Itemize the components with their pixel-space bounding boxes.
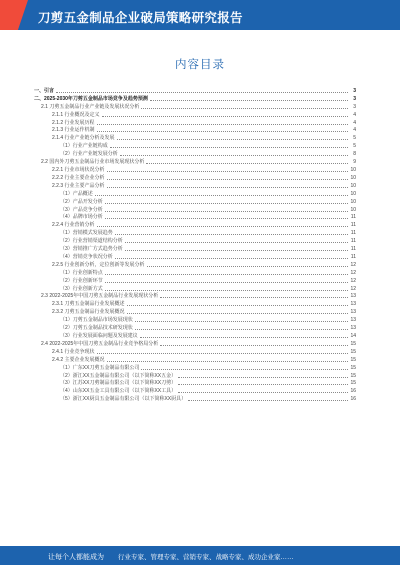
toc-entry-label: （3）产品竞争分析 [60, 206, 103, 213]
toc-entry[interactable] [34, 102, 356, 110]
toc-entry[interactable] [34, 110, 356, 118]
dot-leader [125, 242, 348, 243]
toc-entry[interactable] [34, 173, 356, 181]
toc-entry[interactable] [34, 86, 356, 94]
toc-entry[interactable] [34, 181, 356, 189]
toc-entry-page-number: 10 [350, 198, 356, 205]
toc-entry[interactable] [34, 394, 356, 402]
toc-entry-label: 2.2.5 行业创新分析，定位创新等发展分析 [52, 261, 145, 268]
toc-entry-page-number: 11 [350, 214, 356, 221]
dot-leader [102, 116, 348, 117]
footer-tagline: 行业专家、管理专家、营销专家、战略专家、成功企业家…… [118, 554, 294, 561]
dot-leader [150, 100, 348, 101]
toc-entry-label: 2.1 刀剪五金制品行业产业链及发展状况分析 [41, 103, 140, 110]
dot-leader [146, 163, 348, 164]
toc-entry[interactable] [34, 268, 356, 276]
toc-entry-label: （2）刀剪五金制品技术研发现状 [60, 325, 133, 332]
dot-leader [97, 226, 348, 227]
toc-entry[interactable] [34, 236, 356, 244]
dot-leader [178, 377, 348, 378]
dot-leader [107, 187, 348, 188]
dot-leader [141, 369, 348, 370]
toc-entry-label: （2）行业营销渠道结构分析 [60, 238, 123, 245]
toc-entry-label: （3）行业发展面临问题及发展建议 [60, 333, 138, 339]
dot-leader [178, 392, 348, 393]
toc-entry-label: 2.3 2022-2025年中国刀剪五金制品行业发展现状分析 [41, 293, 159, 300]
dot-leader [107, 179, 348, 180]
toc-entry-page-number: 13 [350, 325, 356, 332]
toc-entry-label: 2.1.4 行业产业链分析及发展 [52, 135, 115, 142]
toc-entry-label: 2.4 2022-2025年中国刀剪五金制品行业竞争格局分析 [41, 340, 159, 347]
toc-entry-label: （5）浙江XX厨具五金制品有限公司（以下简称XX厨具） [60, 396, 187, 403]
toc-entry[interactable] [34, 284, 356, 292]
dot-leader [115, 258, 348, 259]
toc-entry-page-number: 5 [353, 143, 356, 150]
toc-entry[interactable] [34, 149, 356, 157]
footer-slogan: 让每个人都能成为 [48, 554, 104, 561]
toc-entry[interactable] [34, 386, 356, 394]
toc-entry-label: 2.2.2 行业主要企业分析 [52, 174, 105, 181]
toc-entry-label: （2）产品开发分析 [60, 198, 103, 205]
toc-entry-label: 2.2 国内外刀剪五金制品行业市场发展现状分析 [41, 159, 145, 166]
toc-entry-page-number: 13 [350, 317, 356, 324]
dot-leader [140, 337, 348, 338]
dot-leader [97, 131, 348, 132]
toc-entry[interactable] [34, 292, 356, 300]
toc-entry[interactable] [34, 228, 356, 236]
dot-leader [105, 290, 348, 291]
toc-entry[interactable] [34, 339, 356, 347]
toc-entry-page-number: 16 [350, 388, 356, 395]
dot-leader [120, 155, 348, 156]
toc-entry[interactable] [34, 323, 356, 331]
toc-entry-page-number: 12 [350, 269, 356, 276]
toc-entry[interactable] [34, 220, 356, 228]
toc-entry[interactable] [34, 379, 356, 387]
toc-entry-page-number: 12 [350, 285, 356, 292]
toc-entry-page-number: 10 [350, 190, 356, 197]
dot-leader [115, 234, 348, 235]
dot-leader [107, 171, 348, 172]
toc-entry-page-number: 11 [350, 253, 356, 260]
toc-entry-page-number: 10 [350, 206, 356, 213]
toc-entry-page-number: 11 [350, 238, 356, 245]
toc-entry[interactable] [34, 347, 356, 355]
toc-entry-label: （4）品牌市场分析 [60, 214, 103, 221]
dot-leader [105, 203, 348, 204]
toc-entry[interactable] [34, 244, 356, 252]
toc-entry-label: （4）山东XX五金工具有限公司（以下简称XX工具） [60, 388, 177, 395]
toc-entry-page-number: 4 [353, 127, 356, 134]
toc-entry-label: 一、引言 [34, 87, 55, 94]
dot-leader [105, 218, 348, 219]
toc-entry-label: （1）产品概述 [60, 190, 93, 197]
toc-entry-label: （1）行业创新特点 [60, 269, 103, 276]
toc-entry-label: （4）营销竞争状况分析 [60, 253, 113, 260]
toc-entry-label: （1）广东XX刀剪五金制品有限公司 [60, 364, 140, 371]
toc-entry-label: 2.3.2 刀剪五金制品行业发展概况 [52, 309, 125, 316]
toc-entry-page-number: 10 [350, 174, 356, 181]
toc-entry[interactable] [34, 315, 356, 323]
toc-entry-page-number: 4 [353, 119, 356, 126]
toc-entry[interactable] [34, 307, 356, 315]
dot-leader [117, 139, 348, 140]
dot-leader [95, 195, 348, 196]
toc-entry[interactable] [34, 205, 356, 213]
dot-leader [105, 274, 348, 275]
toc-entry-page-number: 13 [350, 309, 356, 316]
dot-leader [97, 124, 348, 125]
dot-leader [135, 321, 348, 322]
toc-entry-page-number: 3 [353, 95, 356, 102]
toc-entry[interactable] [34, 331, 356, 339]
toc-entry[interactable] [34, 157, 356, 165]
toc-entry-page-number: 12 [350, 277, 356, 284]
toc-entry-page-number: 15 [350, 340, 356, 347]
toc-entry-page-number: 3 [353, 103, 356, 110]
toc-entry[interactable] [34, 118, 356, 126]
toc-entry-label: （1）营销模式发展趋势 [60, 230, 113, 237]
report-title: 刀剪五金制品企业破局策略研究报告 [38, 11, 243, 25]
toc-entry-page-number: 15 [350, 364, 356, 371]
toc-entry-page-number: 11 [350, 222, 356, 229]
toc-entry-page-number: 11 [350, 246, 356, 253]
toc-entry[interactable] [34, 252, 356, 260]
toc-heading: 内容目录 [175, 59, 225, 71]
dot-leader [56, 92, 348, 93]
dot-leader [160, 297, 348, 298]
toc-entry[interactable] [34, 94, 356, 102]
header-bar [0, 0, 400, 30]
dot-leader [127, 313, 348, 314]
toc-entry-label: （2）浙江XX五金制品有限公司（以下简称XX五金） [60, 372, 177, 379]
dot-leader [97, 353, 348, 354]
toc-entry-page-number: 9 [353, 159, 356, 166]
toc-entry-label: （2）行业产业链发展分析 [60, 151, 118, 158]
toc-entry-page-number: 3 [353, 87, 356, 94]
toc-entry[interactable] [34, 165, 356, 173]
toc-entry-label: 2.2.1 行业市场状况分析 [52, 166, 105, 173]
toc-entry[interactable] [34, 126, 356, 134]
toc-entry[interactable] [34, 133, 356, 141]
toc-entry-page-number: 11 [350, 230, 356, 237]
toc-entry[interactable] [34, 213, 356, 221]
dot-leader [105, 211, 348, 212]
toc-entry-page-number: 13 [350, 301, 356, 308]
toc-entry[interactable] [34, 363, 356, 371]
toc-entry-page-number: 5 [353, 135, 356, 142]
toc-entry[interactable] [34, 355, 356, 363]
dot-leader [141, 108, 348, 109]
dot-leader [160, 345, 348, 346]
toc-entry-label: （3）行业创新方式 [60, 285, 103, 292]
footer-bar [0, 546, 400, 565]
toc-entry-label: 2.4.2 主要企业发展概况 [52, 356, 105, 363]
toc-entry-page-number: 4 [353, 111, 356, 118]
toc-entry-page-number: 15 [350, 348, 356, 355]
dot-leader [147, 266, 348, 267]
toc-entry-label: （1）行业产业链构成 [60, 143, 108, 150]
toc-entry-page-number: 13 [350, 293, 356, 300]
toc-entry[interactable] [34, 299, 356, 307]
dot-leader [135, 329, 348, 330]
toc-entry[interactable] [34, 276, 356, 284]
toc-entry-page-number: 15 [350, 372, 356, 379]
toc-entry-label: 2.1.1 行业概况及定义 [52, 111, 100, 118]
toc-entry-page-number: 15 [350, 356, 356, 363]
toc-entry[interactable] [34, 141, 356, 149]
toc-entry-label: 二、2025-2030年刀剪五金制品市场竞争及趋势预测 [34, 95, 148, 102]
toc-entry-page-number: 8 [353, 151, 356, 158]
dot-leader [127, 305, 348, 306]
toc-entry-label: （1）刀剪五金制品市场发展现状 [60, 317, 133, 324]
toc-entry-label: （3）营销推广方式趋势分析 [60, 246, 123, 253]
toc-entry-page-number: 10 [350, 166, 356, 173]
toc-entry-page-number: 10 [350, 182, 356, 189]
toc-entry[interactable] [34, 197, 356, 205]
toc-entry-label: 2.1.2 行业发展历程 [52, 119, 95, 126]
toc-entry-page-number: 16 [350, 396, 356, 403]
dot-leader [178, 384, 348, 385]
dot-leader [125, 250, 348, 251]
toc-entry-label: 2.4.1 行业竞争现状 [52, 348, 95, 355]
header-accent-stripe [0, 0, 28, 30]
dot-leader [107, 361, 348, 362]
table-of-contents [34, 86, 356, 402]
toc-entry-page-number: 12 [350, 261, 356, 268]
toc-entry-page-number: 14 [350, 333, 356, 339]
toc-entry-label: 2.2.4 行业营销分析 [52, 222, 95, 229]
dot-leader [105, 282, 348, 283]
toc-entry[interactable] [34, 189, 356, 197]
toc-entry-page-number: 15 [350, 380, 356, 387]
toc-entry-label: （2）行业创新环节 [60, 277, 103, 284]
dot-leader [110, 147, 348, 148]
toc-entry[interactable] [34, 260, 356, 268]
toc-entry-label: 2.3.1 刀剪五金制品行业发展概述 [52, 301, 125, 308]
toc-entry-label: （3）江苏XX刀剪制品有限公司（以下简称XX刀剪） [60, 380, 177, 387]
toc-entry-label: 2.2.3 行业主要产品分析 [52, 182, 105, 189]
toc-entry-label: 2.1.3 行业运作机制 [52, 127, 95, 134]
dot-leader [188, 400, 348, 401]
toc-entry[interactable] [34, 371, 356, 379]
